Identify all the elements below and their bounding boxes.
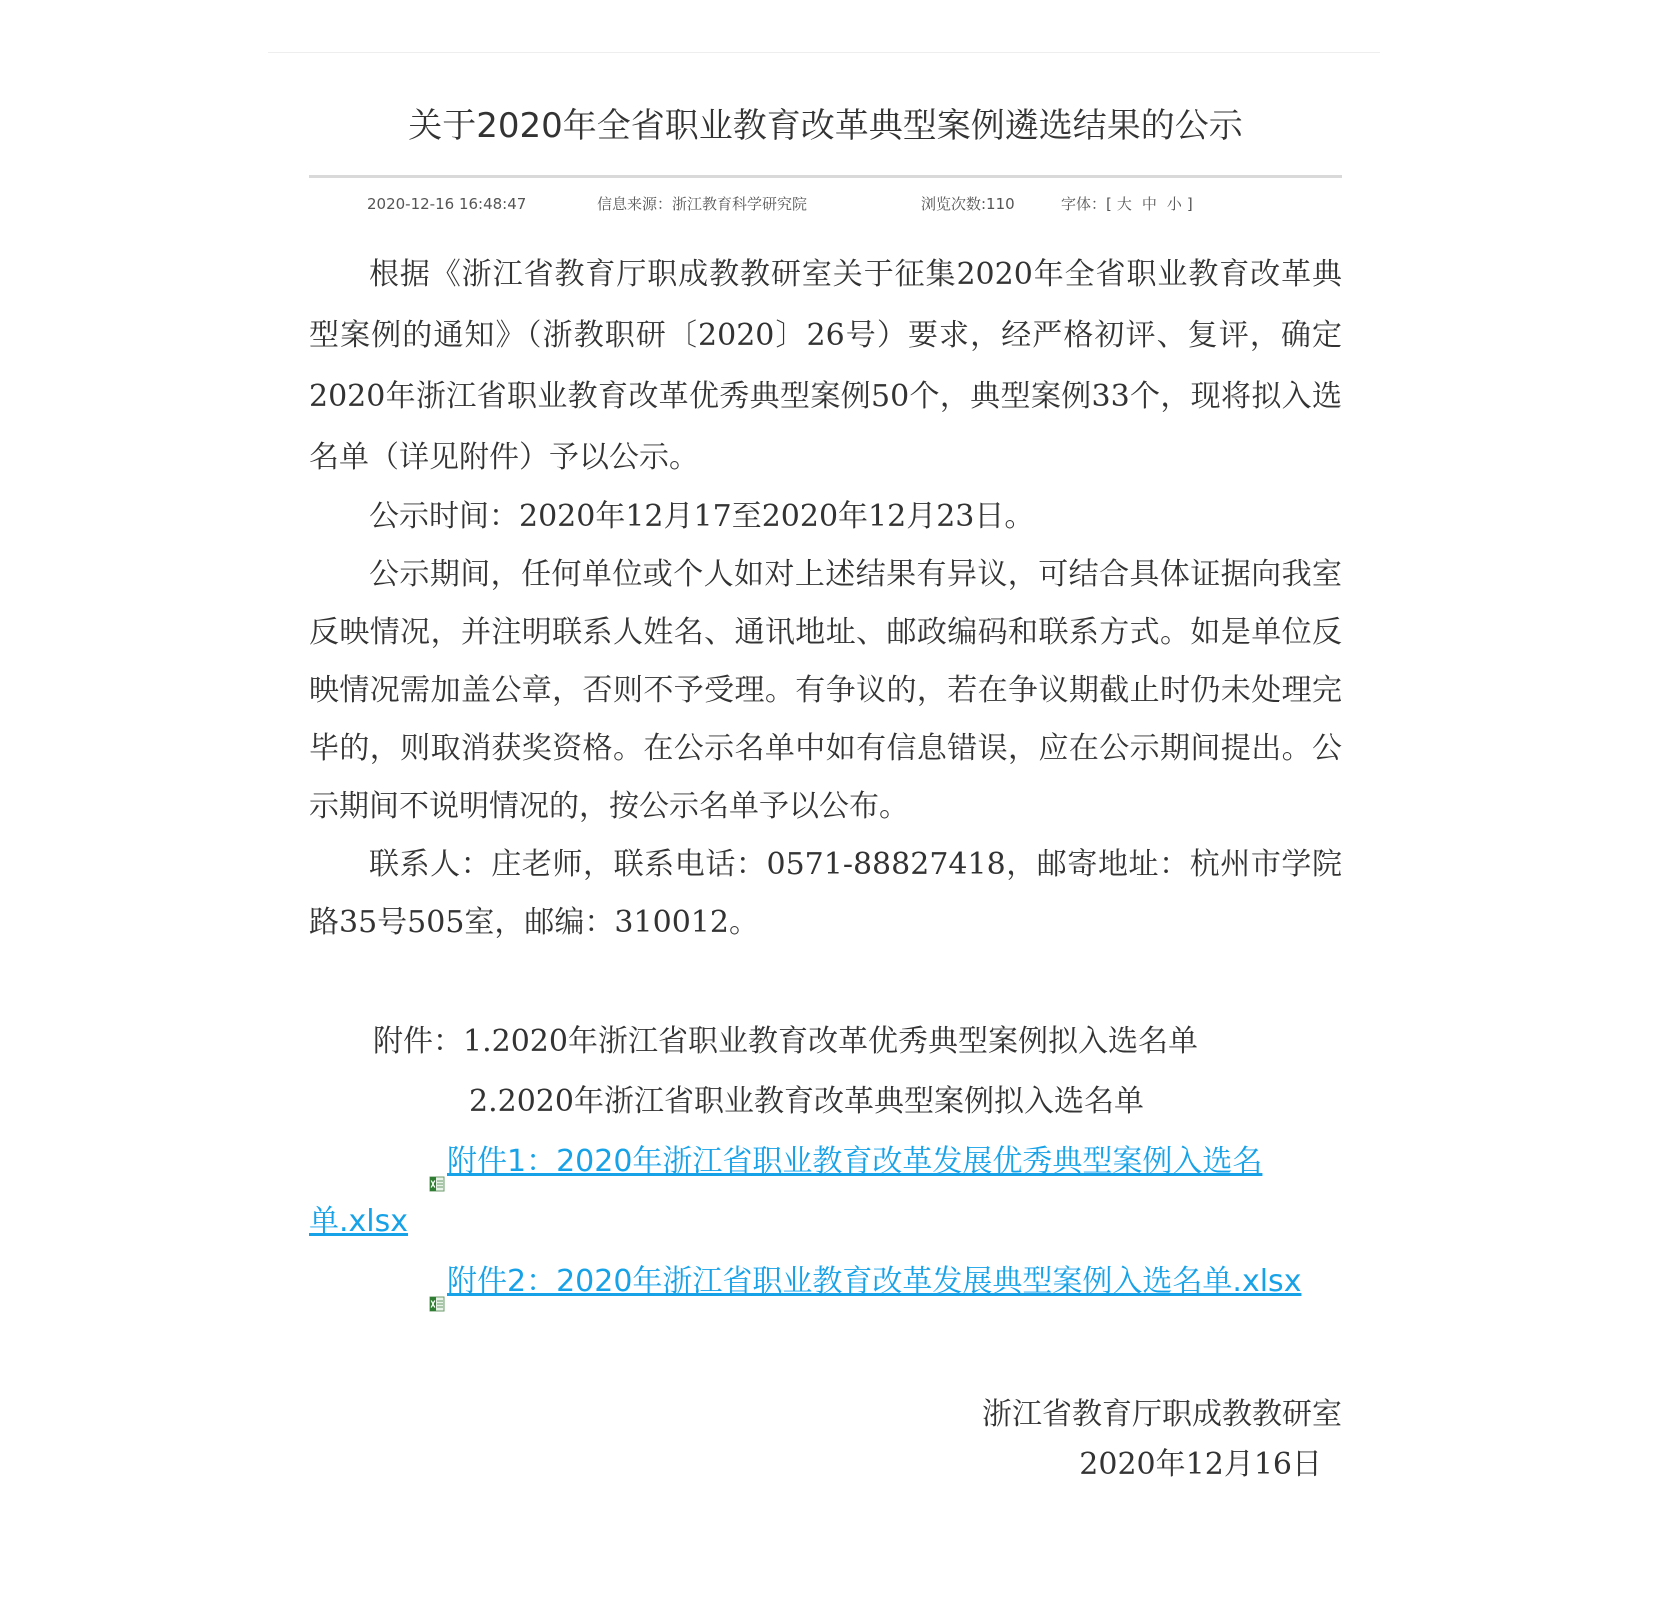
file-link-row-1 — [309, 1132, 1342, 1252]
font-size-medium-button[interactable]: 中 — [1141, 195, 1157, 213]
font-size-control — [1061, 190, 1193, 218]
title-divider — [309, 175, 1342, 178]
signature-date: 2020年12月16日 — [1079, 1447, 1322, 1482]
file-link-row-2 — [309, 1252, 1342, 1312]
excel-file-icon — [429, 1273, 445, 1289]
view-count: 浏览次数:110 — [921, 195, 1015, 213]
attachment-list-item-2: 2.2020年浙江省职业教育改革典型案例拟入选名单 — [469, 1084, 1144, 1119]
font-size-label: 字体：[ — [1061, 195, 1112, 213]
attachment-list-item-1: 附件：1.2020年浙江省职业教育改革优秀典型案例拟入选名单 — [373, 1024, 1198, 1059]
info-source: 信息来源：浙江教育科学研究院 — [597, 195, 808, 213]
article-meta — [309, 190, 1342, 218]
attachment-1-download-link[interactable]: 附件1：2020年浙江省职业教育改革发展优秀典型案例入选名单.xlsx — [309, 1144, 1263, 1239]
font-size-bracket: ] — [1186, 195, 1193, 213]
paragraph-objection: 公示期间，任何单位或个人如对上述结果有异议，可结合具体证据向我室反映情况，并注明联系人姓名、通讯地址、邮政编码和联系方式。如是单位反映情况需加盖公章，否则不予受理。有争议的，若在争议期截止时仍未处理完毕的，则取消获奖资格。在公示名单中如有信息错误，应在公示期间提出。公示期间不说明情况的，按公示名单予以公布。 — [309, 557, 1342, 824]
excel-file-icon — [429, 1153, 445, 1169]
paragraph-period: 公示时间：2020年12月17至2020年12月23日。 — [369, 499, 1035, 534]
article-body — [309, 244, 1342, 1312]
font-size-large-button[interactable]: 大 — [1116, 195, 1132, 213]
publish-date: 2020-12-16 16:48:47 — [367, 195, 527, 213]
top-divider — [268, 52, 1380, 53]
spacer — [309, 952, 1342, 1012]
paragraph-contact: 联系人：庄老师，联系电话：0571-88827418，邮寄地址：杭州市学院路35号505室，邮编：310012。 — [309, 847, 1342, 940]
signature-block — [982, 1390, 1342, 1490]
font-size-small-button[interactable]: 小 — [1166, 195, 1182, 213]
attachment-2-download-link[interactable]: 附件2：2020年浙江省职业教育改革发展典型案例入选名单.xlsx — [447, 1264, 1302, 1299]
signature-organization: 浙江省教育厅职成教教研室 — [982, 1397, 1342, 1432]
paragraph-basis: 根据《浙江省教育厅职成教教研室关于征集2020年全省职业教育改革典型案例的通知》（浙教职研〔2020〕26号）要求，经严格初评、复评，确定2020年浙江省职业教育改革优秀典型案例50个，典型案例33个，现将拟入选名单（详见附件）予以公示。 — [309, 257, 1342, 475]
article-title: 关于2020年全省职业教育改革典型案例遴选结果的公示 — [408, 106, 1243, 146]
